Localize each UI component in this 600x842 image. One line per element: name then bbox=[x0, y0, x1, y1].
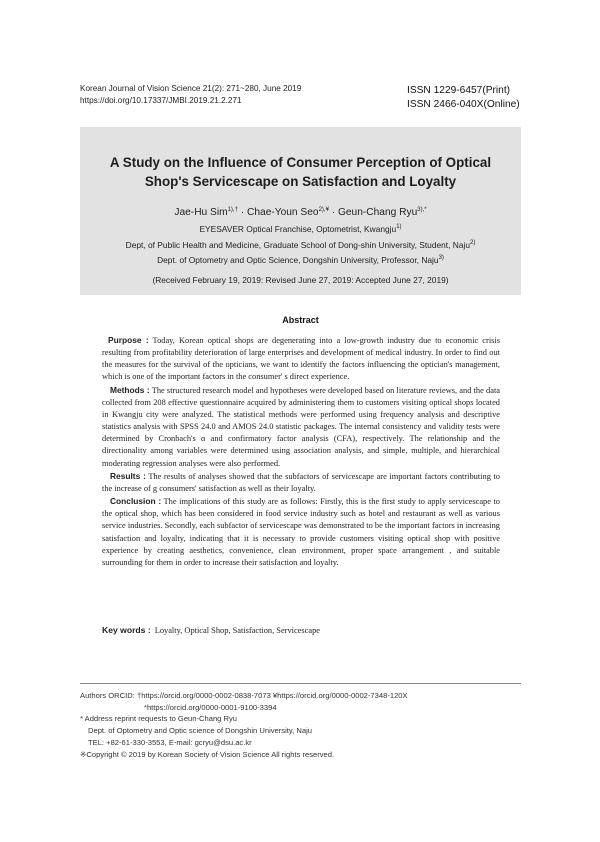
results-label: Results : bbox=[110, 470, 146, 481]
doi-link[interactable]: https://doi.org/10.17337/JMBI.2019.21.2.271 bbox=[80, 96, 242, 105]
affiliation-3-text: Dept. of Optometry and Optic Science, Dongshin University, Professor, Naju bbox=[157, 255, 439, 265]
keywords bbox=[102, 625, 500, 635]
author-3-sup: 3),* bbox=[417, 207, 427, 213]
author-2-sup: 2),¥ bbox=[318, 207, 329, 213]
author-3-name: Geun-Chang Ryu bbox=[337, 207, 418, 218]
methods-label: Methods : bbox=[110, 384, 150, 395]
orcid-line-2[interactable]: *https://orcid.org/0000-0001-9100-3394 bbox=[144, 702, 277, 712]
conclusion-text: The implications of this study are as follows: Firstly, this is the first study to apply servicescape to the optical shop, which has been considered in food service industry such as hotel and restaurant as well as various service industries. Secondly, each subfactor of servicescape was demonstrated to be the important factors in increasing satisfaction and loyalty, indicating that it is necessary to provide customers visiting optical shop with positive experience by creating aesthetics, convenience, clean environment, proper space arrangement , and suitable surrounding for them in order to increase their satisfaction and loyalty. bbox=[102, 497, 500, 567]
keywords-label: Key words : bbox=[102, 625, 151, 635]
author-separator: · bbox=[237, 207, 247, 218]
abstract-results bbox=[102, 470, 500, 495]
orcid-line-1[interactable]: Authors ORCID: †https://orcid.org/0000-0002-0838-7073 ¥https://orcid.org/0000-0002-7348-120X bbox=[80, 691, 408, 700]
copyright-notice: ※Copyright © 2019 by Korean Society of Vision Science All rights reserved. bbox=[80, 749, 335, 759]
title-line-2: Shop's Servicescape on Satisfaction and Loyalty bbox=[144, 173, 457, 189]
author-2-name: Chae-Youn Seo bbox=[247, 207, 319, 218]
results-text: The results of analyses showed that the subfactors of servicescape are important factors contributing to the increase of g consumers' satisfaction as well as their loyalty. bbox=[102, 471, 500, 493]
affiliation-2-text: Dept, of Public Health and Medicine, Graduate School of Dong-shin University, Student, Naju bbox=[125, 239, 470, 250]
abstract-conclusion bbox=[102, 495, 500, 569]
affiliation-1-text: EYESAVER Optical Franchise, Optometrist, Kwangju bbox=[199, 224, 397, 234]
affiliation-3-sup: 3) bbox=[438, 255, 444, 261]
author-separator: · bbox=[328, 207, 338, 218]
journal-line: Korean Journal of Vision Science 21(2): 271~280, June 2019 bbox=[80, 84, 302, 93]
reprint-request: * Address reprint requests to Geun-Chang Ryu bbox=[80, 714, 238, 724]
affiliation-3 bbox=[80, 253, 521, 269]
author-1-name: Jae-Hu Sim bbox=[174, 207, 228, 218]
affiliation-2-sup: 2) bbox=[470, 239, 476, 246]
methods-text: The structured research model and hypotheses were developed based on literature reviews, and the data collected from 208 effective questionnaire acquired by administering them to customers visiting optical shops located in Kwangju city were analyzed. The statistical methods were performed using frequency analysis and descriptive statistics analysis with SPSS 24.0 and AMOS 24.0 statistic packages. The internal consistency and validity tests were determined by Cronbach's α and confirmatory factor analysis (CFA), respectively. The relationship and the directionality among variables were determined using association analysis, and simple, multiple, and hierarchical moderating regression analyses were also performed. bbox=[102, 385, 500, 468]
correspondence-dept: Dept. of Optometry and Optic science of Dongshin University, Naju bbox=[88, 726, 312, 736]
issn-online: ISSN 2466-040X(Online) bbox=[407, 98, 520, 110]
purpose-label: Purpose : bbox=[108, 335, 149, 345]
keywords-text: Loyalty, Optical Shop, Satisfaction, Servicescape bbox=[154, 626, 321, 635]
author-1-sup: 1),† bbox=[227, 207, 238, 213]
abstract-purpose bbox=[102, 334, 500, 384]
affiliation-1 bbox=[80, 222, 521, 238]
issn-print: ISSN 1229-6457(Print) bbox=[407, 85, 511, 96]
paper-title bbox=[90, 154, 511, 191]
abstract-methods bbox=[102, 384, 500, 470]
author-list bbox=[80, 207, 521, 218]
title-line-1: A Study on the Influence of Consumer Perception of Optical bbox=[109, 155, 492, 170]
abstract-body bbox=[102, 334, 500, 569]
journal-citation bbox=[80, 83, 301, 107]
footnotes bbox=[80, 690, 530, 760]
abstract-heading: Abstract bbox=[282, 315, 319, 325]
footnote-divider bbox=[80, 683, 521, 684]
affiliation-2 bbox=[80, 238, 521, 254]
affiliation-1-sup: 1) bbox=[396, 224, 402, 230]
title-box bbox=[80, 127, 521, 295]
purpose-text: Today, Korean optical shops are degenerating into a low-growth industry due to economic crisis resulting from profitability deterioration of large enterprises and development of medical industry. In order to find out the measures for the survival of the opticians, we want to identify the factors influencing the optician's management, which is one of the important factors in the consumer' s direct experience. bbox=[102, 336, 500, 382]
conclusion-label: Conclusion : bbox=[110, 496, 162, 507]
correspondence-contact: TEL: +82-61-330-3553, E-mail: gcryu@dsu.ac.kr bbox=[88, 737, 252, 747]
received-dates: (Received February 19, 2019: Revised June 27, 2019: Accepted June 27, 2019) bbox=[152, 274, 449, 285]
issn-block bbox=[407, 84, 520, 111]
